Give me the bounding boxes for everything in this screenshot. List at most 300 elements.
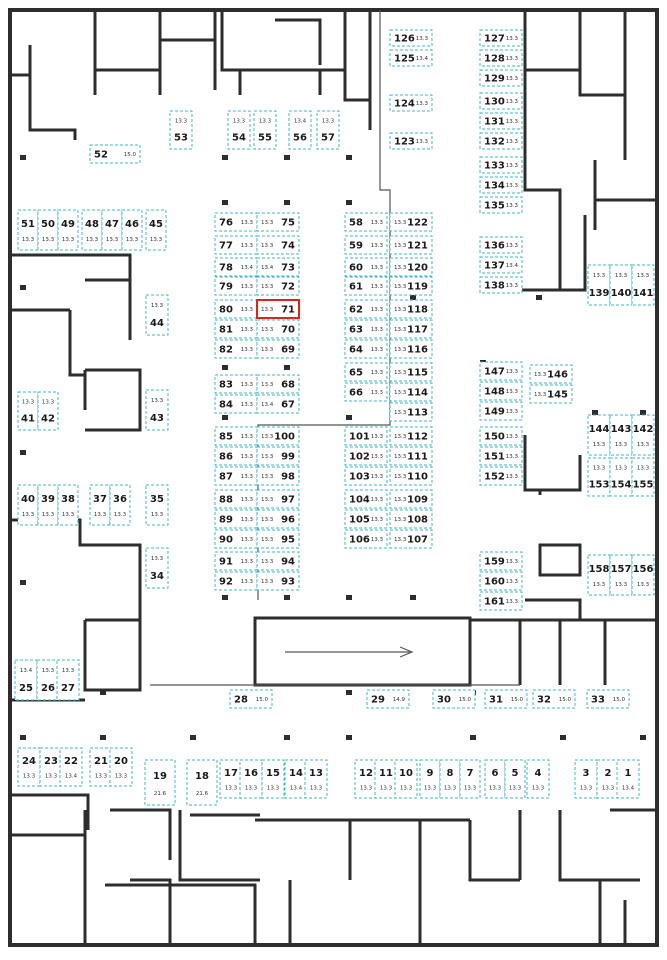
spot-number: 105	[349, 514, 370, 526]
parking-spot-39[interactable]	[38, 485, 58, 525]
parking-spot-78[interactable]	[215, 258, 257, 276]
parking-spot-119[interactable]	[390, 277, 432, 295]
parking-spot-52[interactable]	[90, 145, 140, 163]
spot-area: 13.3	[240, 579, 253, 585]
parking-spot-84[interactable]	[215, 395, 257, 413]
parking-spot-102[interactable]	[345, 447, 387, 465]
parking-spot-33[interactable]	[587, 690, 629, 708]
parking-spot-79[interactable]	[215, 277, 257, 295]
parking-spot-99[interactable]	[257, 447, 299, 465]
spot-outline	[575, 760, 597, 798]
parking-spot-153[interactable]	[588, 458, 610, 496]
parking-spot-116[interactable]	[390, 340, 432, 358]
parking-spot-65[interactable]	[345, 363, 387, 381]
spot-number: 70	[281, 324, 295, 336]
spot-area: 13.3	[505, 139, 518, 145]
spot-number: 45	[149, 218, 163, 230]
parking-spot-114[interactable]	[390, 383, 432, 401]
parking-spot-12[interactable]	[355, 760, 377, 798]
spot-number: 121	[407, 240, 428, 252]
parking-spot-34[interactable]	[146, 548, 168, 588]
parking-spot-66[interactable]	[345, 383, 387, 401]
parking-spot-37[interactable]	[90, 485, 110, 525]
spot-number: 58	[349, 217, 363, 229]
parking-spot-55[interactable]	[254, 111, 276, 149]
spot-number: 21	[94, 755, 108, 767]
spot-number: 6	[491, 767, 499, 779]
spot-outline	[220, 760, 242, 798]
parking-spot-80[interactable]	[215, 300, 257, 318]
spot-number: 73	[281, 262, 295, 274]
parking-spot-4[interactable]	[527, 760, 549, 798]
parking-spot-25[interactable]	[15, 660, 37, 700]
parking-spot-60[interactable]	[345, 258, 387, 276]
spot-area: 13.3	[379, 785, 393, 792]
parking-spot-30[interactable]	[433, 690, 475, 708]
parking-spot-111[interactable]	[390, 447, 432, 465]
spot-number: 36	[113, 493, 127, 505]
spot-area: 21.6	[153, 791, 167, 798]
parking-spot-44[interactable]	[146, 295, 168, 335]
parking-spot-148[interactable]	[480, 382, 522, 400]
parking-spot-85[interactable]	[215, 427, 257, 445]
spot-area: 13.3	[505, 76, 518, 82]
spot-number: 110	[407, 471, 428, 483]
spot-number: 158	[588, 563, 610, 575]
spot-area: 13.4	[261, 265, 274, 271]
spot-area: 13.4	[505, 263, 518, 269]
parking-spot-6[interactable]	[485, 760, 505, 798]
parking-spot-40[interactable]	[18, 485, 38, 525]
parking-spot-62[interactable]	[345, 300, 387, 318]
spot-outline	[82, 210, 102, 250]
spot-area: 13.3	[261, 434, 274, 440]
spot-area: 13.3	[41, 512, 55, 519]
parking-spot-81[interactable]	[215, 320, 257, 338]
parking-spot-132[interactable]	[480, 133, 522, 149]
parking-spot-101[interactable]	[345, 427, 387, 445]
spot-number: 124	[394, 98, 415, 110]
spot-area: 15.0	[558, 697, 571, 703]
spot-number: 135	[484, 200, 505, 212]
spot-area: 13.3	[261, 347, 274, 353]
spot-number: 25	[19, 683, 33, 695]
parking-spot-74[interactable]	[257, 236, 299, 254]
parking-spot-57[interactable]	[317, 111, 339, 149]
parking-spot-92[interactable]	[215, 572, 257, 590]
spot-number: 146	[547, 369, 568, 381]
parking-spot-124[interactable]	[390, 95, 432, 111]
spot-area: 13.3	[423, 785, 437, 792]
parking-spot-86[interactable]	[215, 447, 257, 465]
spot-outline	[122, 210, 142, 250]
parking-spot-136[interactable]	[480, 237, 522, 253]
parking-spot-51[interactable]	[18, 210, 38, 250]
parking-spot-17[interactable]	[220, 760, 242, 798]
spot-area: 13.3	[508, 785, 522, 792]
spot-area: 13.3	[370, 390, 383, 396]
parking-spot-43[interactable]	[146, 390, 168, 430]
spot-number: 53	[174, 132, 188, 144]
parking-spot-142[interactable]	[632, 415, 654, 455]
parking-spot-3[interactable]	[575, 760, 597, 798]
parking-spot-91[interactable]	[215, 552, 257, 570]
spot-number: 8	[446, 767, 454, 779]
parking-spot-42[interactable]	[38, 392, 58, 430]
spot-outline	[58, 210, 78, 250]
parking-spot-9[interactable]	[420, 760, 440, 798]
parking-spot-134[interactable]	[480, 177, 522, 193]
parking-spot-7[interactable]	[460, 760, 480, 798]
parking-spot-108[interactable]	[390, 510, 432, 528]
parking-spot-64[interactable]	[345, 340, 387, 358]
spot-outline	[187, 760, 217, 805]
parking-spot-152[interactable]	[480, 467, 522, 485]
spot-number: 18	[195, 770, 209, 782]
parking-spot-10[interactable]	[395, 760, 417, 798]
parking-spot-95[interactable]	[257, 530, 299, 548]
spot-number: 95	[281, 534, 295, 546]
spot-area: 13.3	[240, 402, 253, 408]
parking-spot-107[interactable]	[390, 530, 432, 548]
spot-area: 13.3	[261, 284, 274, 290]
spot-number: 40	[21, 493, 35, 505]
spot-number: 16	[244, 767, 258, 779]
parking-spot-53[interactable]	[170, 111, 192, 149]
spot-area: 13.3	[614, 465, 628, 472]
parking-spot-144[interactable]	[588, 415, 610, 455]
parking-spot-145[interactable]	[530, 385, 572, 403]
spot-area: 13.3	[394, 347, 407, 353]
parking-spot-96[interactable]	[257, 510, 299, 528]
spot-number: 132	[484, 136, 505, 148]
parking-spot-149[interactable]	[480, 402, 522, 420]
spot-outline	[240, 760, 262, 798]
parking-spot-155[interactable]	[632, 458, 654, 496]
spot-area: 13.3	[636, 465, 650, 472]
parking-spot-24[interactable]	[18, 748, 40, 786]
spot-area: 13.3	[240, 220, 253, 226]
parking-spot-1[interactable]	[617, 760, 639, 798]
parking-spot-28[interactable]	[230, 690, 272, 708]
parking-spot-41[interactable]	[18, 392, 38, 430]
parking-spot-89[interactable]	[215, 510, 257, 528]
spot-outline	[60, 748, 82, 786]
parking-spot-8[interactable]	[440, 760, 460, 798]
parking-spot-87[interactable]	[215, 467, 257, 485]
spot-number: 161	[484, 596, 505, 608]
parking-spot-118[interactable]	[390, 300, 432, 318]
spot-number: 89	[219, 514, 233, 526]
spot-area: 13.3	[261, 382, 274, 388]
parking-spot-21[interactable]	[90, 748, 112, 786]
spot-number: 67	[281, 399, 295, 411]
parking-spot-117[interactable]	[390, 320, 432, 338]
parking-spot-151[interactable]	[480, 447, 522, 465]
parking-spot-63[interactable]	[345, 320, 387, 338]
parking-spot-22[interactable]	[60, 748, 82, 786]
parking-spot-104[interactable]	[345, 490, 387, 508]
parking-spot-127[interactable]	[480, 30, 522, 46]
parking-spot-126[interactable]	[390, 30, 432, 46]
spot-area: 13.3	[505, 409, 518, 415]
spot-area: 13.4	[261, 402, 274, 408]
parking-spot-75[interactable]	[257, 213, 299, 231]
spot-outline	[597, 760, 619, 798]
parking-spot-49[interactable]	[58, 210, 78, 250]
parking-spot-47[interactable]	[102, 210, 122, 250]
parking-spot-27[interactable]	[57, 660, 79, 700]
parking-spot-158[interactable]	[588, 555, 610, 595]
spot-number: 144	[588, 423, 610, 435]
parking-spot-18[interactable]	[187, 760, 217, 805]
spot-area: 13.3	[174, 118, 188, 125]
parking-spot-5[interactable]	[505, 760, 525, 798]
spot-area: 13.3	[505, 283, 518, 289]
parking-spot-112[interactable]	[390, 427, 432, 445]
spot-area: 15.0	[510, 697, 523, 703]
parking-spot-72[interactable]	[257, 277, 299, 295]
spot-number: 149	[484, 406, 505, 418]
parking-spot-69[interactable]	[257, 340, 299, 358]
spot-area: 13.3	[41, 668, 55, 674]
spot-area: 13.3	[105, 237, 119, 244]
spot-area: 13.4	[240, 265, 253, 271]
spot-area: 13.3	[44, 773, 58, 780]
spot-area: 13.3	[149, 237, 163, 244]
spot-number: 98	[281, 471, 295, 483]
parking-spot-83[interactable]	[215, 375, 257, 393]
parking-spot-48[interactable]	[82, 210, 102, 250]
spot-area: 13.3	[244, 785, 258, 792]
parking-spot-90[interactable]	[215, 530, 257, 548]
spot-area: 13.3	[394, 265, 407, 271]
parking-spot-128[interactable]	[480, 50, 522, 66]
spot-number: 60	[349, 262, 363, 274]
spot-number: 15	[266, 767, 280, 779]
parking-spot-157[interactable]	[610, 555, 632, 595]
spot-number: 113	[407, 407, 428, 419]
parking-spot-70[interactable]	[257, 320, 299, 338]
parking-spot-14[interactable]	[285, 760, 307, 798]
spot-area: 13.3	[370, 517, 383, 523]
parking-spot-147[interactable]	[480, 362, 522, 380]
spot-area: 13.3	[125, 237, 139, 244]
spot-area: 13.3	[370, 220, 383, 226]
parking-spot-35[interactable]	[146, 485, 168, 525]
parking-spot-140[interactable]	[610, 265, 632, 305]
spot-area: 13.3	[443, 785, 457, 792]
spot-number: 138	[484, 280, 505, 292]
spot-number: 109	[407, 494, 428, 506]
spot-area: 13.3	[240, 347, 253, 353]
parking-spot-46[interactable]	[122, 210, 142, 250]
parking-spot-88[interactable]	[215, 490, 257, 508]
spot-area: 13.3	[370, 327, 383, 333]
spot-area: 13.3	[601, 785, 615, 792]
parking-spot-113[interactable]	[390, 403, 432, 421]
spot-number: 137	[484, 260, 505, 272]
spot-area: 13.3	[505, 474, 518, 480]
parking-spot-109[interactable]	[390, 490, 432, 508]
spot-number: 91	[219, 556, 233, 568]
spot-area: 13.3	[488, 785, 502, 792]
parking-spot-122[interactable]	[390, 213, 432, 231]
spot-number: 35	[150, 493, 164, 505]
spot-area: 13.3	[505, 183, 518, 189]
parking-spot-77[interactable]	[215, 236, 257, 254]
spot-area: 13.4	[293, 118, 307, 125]
spot-number: 160	[484, 576, 505, 588]
spot-area: 13.3	[41, 237, 55, 244]
spot-number: 111	[407, 451, 428, 463]
parking-spot-94[interactable]	[257, 552, 299, 570]
spot-number: 3	[582, 767, 590, 779]
parking-spot-137[interactable]	[480, 257, 522, 273]
parking-spot-135[interactable]	[480, 197, 522, 213]
parking-spot-146[interactable]	[530, 365, 572, 383]
spot-area: 13.3	[505, 434, 518, 440]
spot-area: 13.3	[505, 369, 518, 375]
parking-spot-67[interactable]	[257, 395, 299, 413]
spot-area: 13.3	[505, 599, 518, 605]
parking-spot-56[interactable]	[289, 111, 311, 149]
spot-area: 13.3	[261, 497, 274, 503]
spot-area: 13.3	[394, 307, 407, 313]
spot-number: 61	[349, 281, 363, 293]
spot-outline	[110, 748, 132, 786]
parking-spot-61[interactable]	[345, 277, 387, 295]
spot-number: 23	[44, 755, 58, 767]
parking-spot-82[interactable]	[215, 340, 257, 358]
parking-spot-120[interactable]	[390, 258, 432, 276]
spot-area: 15.0	[255, 697, 268, 703]
parking-spot-15[interactable]	[262, 760, 284, 798]
spot-area: 13.3	[505, 454, 518, 460]
parking-spot-139[interactable]	[588, 265, 610, 305]
spot-number: 57	[321, 132, 335, 144]
parking-spot-71[interactable]	[257, 300, 299, 318]
parking-spot-58[interactable]	[345, 213, 387, 231]
parking-spot-97[interactable]	[257, 490, 299, 508]
parking-spot-59[interactable]	[345, 236, 387, 254]
parking-spot-20[interactable]	[110, 748, 132, 786]
parking-spot-36[interactable]	[110, 485, 130, 525]
parking-spot-160[interactable]	[480, 572, 522, 590]
spot-number: 74	[281, 240, 295, 252]
parking-spot-121[interactable]	[390, 236, 432, 254]
spot-number: 22	[64, 755, 78, 767]
spot-number: 136	[484, 240, 505, 252]
spot-area: 13.3	[93, 512, 107, 519]
parking-spot-11[interactable]	[375, 760, 397, 798]
spot-outline	[262, 760, 284, 798]
parking-spot-16[interactable]	[240, 760, 262, 798]
spot-number: 152	[484, 471, 505, 483]
spot-area: 13.3	[415, 139, 428, 145]
spot-number: 87	[219, 471, 233, 483]
parking-spot-19[interactable]	[145, 760, 175, 805]
spot-number: 85	[219, 431, 233, 443]
parking-spot-23[interactable]	[40, 748, 62, 786]
parking-spot-73[interactable]	[257, 258, 299, 276]
spot-number: 90	[219, 534, 233, 546]
spot-number: 26	[41, 683, 55, 695]
spot-number: 151	[484, 451, 505, 463]
spot-number: 72	[281, 281, 295, 293]
spot-area: 13.3	[240, 497, 253, 503]
parking-spot-100[interactable]	[257, 427, 299, 445]
parking-spot-76[interactable]	[215, 213, 257, 231]
spot-number: 69	[281, 344, 295, 356]
parking-spot-29[interactable]	[367, 690, 409, 708]
parking-spot-115[interactable]	[390, 363, 432, 381]
parking-spot-54[interactable]	[228, 111, 250, 149]
spot-outline	[632, 555, 654, 595]
spot-outline	[485, 760, 505, 798]
spot-area: 13.3	[592, 273, 606, 279]
spot-number: 142	[632, 423, 654, 435]
parking-spot-106[interactable]	[345, 530, 387, 548]
spot-number: 59	[349, 240, 363, 252]
spot-outline	[588, 415, 610, 455]
parking-spot-150[interactable]	[480, 427, 522, 445]
parking-spot-26[interactable]	[37, 660, 59, 700]
spot-number: 130	[484, 96, 505, 108]
parking-spot-123[interactable]	[390, 133, 432, 149]
parking-spot-141[interactable]	[632, 265, 654, 305]
parking-spot-125[interactable]	[390, 50, 432, 66]
parking-spot-68[interactable]	[257, 375, 299, 393]
spot-area: 13.3	[150, 303, 164, 309]
parking-spot-129[interactable]	[480, 70, 522, 86]
parking-spot-154[interactable]	[610, 458, 632, 496]
spot-area: 13.4	[415, 56, 428, 62]
parking-spot-32[interactable]	[533, 690, 575, 708]
parking-spot-143[interactable]	[610, 415, 632, 455]
parking-spot-161[interactable]	[480, 592, 522, 610]
parking-spot-31[interactable]	[485, 690, 527, 708]
parking-spot-103[interactable]	[345, 467, 387, 485]
parking-spot-105[interactable]	[345, 510, 387, 528]
spot-area: 13.3	[266, 785, 280, 792]
spot-area: 13.3	[113, 512, 127, 519]
parking-spot-2[interactable]	[597, 760, 619, 798]
parking-spot-45[interactable]	[146, 210, 166, 250]
spot-number: 100	[274, 431, 295, 443]
parking-spot-13[interactable]	[305, 760, 327, 798]
parking-spot-98[interactable]	[257, 467, 299, 485]
spot-outline	[305, 760, 327, 798]
parking-spot-110[interactable]	[390, 467, 432, 485]
parking-spot-159[interactable]	[480, 552, 522, 570]
spot-number: 68	[281, 379, 295, 391]
parking-spot-133[interactable]	[480, 157, 522, 173]
parking-spot-156[interactable]	[632, 555, 654, 595]
parking-spot-131[interactable]	[480, 113, 522, 129]
parking-spot-50[interactable]	[38, 210, 58, 250]
spot-number: 139	[588, 288, 610, 300]
parking-spot-38[interactable]	[58, 485, 78, 525]
parking-spot-138[interactable]	[480, 277, 522, 293]
spot-area: 13.3	[505, 389, 518, 395]
spot-area: 13.3	[22, 773, 36, 780]
parking-spot-93[interactable]	[257, 572, 299, 590]
parking-spot-130[interactable]	[480, 93, 522, 109]
spot-area: 13.4	[621, 785, 635, 792]
spot-number: 117	[407, 324, 428, 336]
spot-number: 118	[407, 304, 428, 316]
